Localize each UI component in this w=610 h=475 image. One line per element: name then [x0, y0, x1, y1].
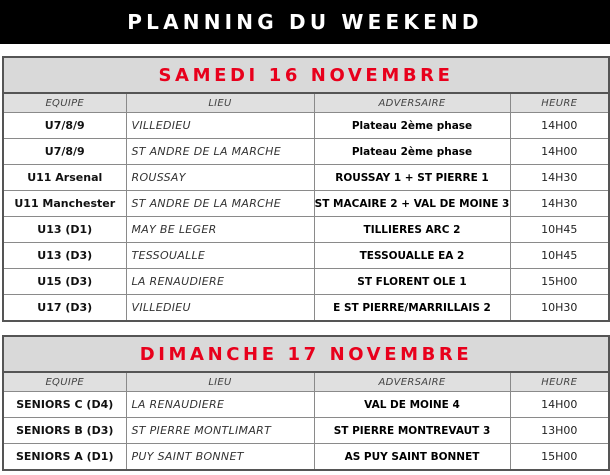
table-row [4, 217, 608, 243]
table-row [4, 392, 608, 418]
saturday-section [2, 56, 610, 322]
opponent-cell: ST PIERRE MONTREVAUT 3 [314, 418, 510, 444]
column-header-adversaire: ADVERSAIRE [314, 94, 510, 113]
column-header-heure: HEURE [510, 94, 608, 113]
column-header-equipe: EQUIPE [4, 94, 126, 113]
sunday-rows [4, 392, 608, 470]
page-title: PLANNING DU WEEKEND [0, 0, 610, 44]
column-header-lieu: LIEU [126, 94, 314, 113]
table-row [4, 269, 608, 295]
team-cell: U15 (D3) [4, 269, 126, 295]
opponent-cell: AS PUY SAINT BONNET [314, 444, 510, 470]
sunday-heading: DIMANCHE 17 NOVEMBRE [4, 337, 608, 373]
table-row [4, 165, 608, 191]
column-header-heure: HEURE [510, 373, 608, 392]
opponent-cell: ST MACAIRE 2 + VAL DE MOINE 3 [314, 191, 510, 217]
sunday-table [4, 373, 608, 469]
place-cell: VILLEDIEU [126, 295, 314, 321]
place-cell: LA RENAUDIERE [126, 392, 314, 418]
column-header-lieu: LIEU [126, 373, 314, 392]
team-cell: U7/8/9 [4, 113, 126, 139]
team-cell: SENIORS C (D4) [4, 392, 126, 418]
table-row [4, 295, 608, 321]
team-cell: U11 Manchester [4, 191, 126, 217]
place-cell: VILLEDIEU [126, 113, 314, 139]
team-cell: U11 Arsenal [4, 165, 126, 191]
column-header-adversaire: ADVERSAIRE [314, 373, 510, 392]
place-cell: LA RENAUDIERE [126, 269, 314, 295]
team-cell: U13 (D3) [4, 243, 126, 269]
saturday-table [4, 94, 608, 320]
time-cell: 15H00 [510, 269, 608, 295]
place-cell: ST ANDRE DE LA MARCHE [126, 139, 314, 165]
opponent-cell: E ST PIERRE/MARRILLAIS 2 [314, 295, 510, 321]
opponent-cell: Plateau 2ème phase [314, 139, 510, 165]
team-cell: U7/8/9 [4, 139, 126, 165]
time-cell: 14H30 [510, 191, 608, 217]
place-cell: ST ANDRE DE LA MARCHE [126, 191, 314, 217]
opponent-cell: ROUSSAY 1 + ST PIERRE 1 [314, 165, 510, 191]
place-cell: MAY BE LEGER [126, 217, 314, 243]
saturday-rows [4, 113, 608, 321]
table-row [4, 418, 608, 444]
opponent-cell: Plateau 2ème phase [314, 113, 510, 139]
table-row [4, 139, 608, 165]
place-cell: PUY SAINT BONNET [126, 444, 314, 470]
place-cell: ROUSSAY [126, 165, 314, 191]
table-row [4, 191, 608, 217]
team-cell: U13 (D1) [4, 217, 126, 243]
sunday-section [2, 335, 610, 471]
opponent-cell: VAL DE MOINE 4 [314, 392, 510, 418]
place-cell: ST PIERRE MONTLIMART [126, 418, 314, 444]
time-cell: 14H00 [510, 113, 608, 139]
time-cell: 14H00 [510, 392, 608, 418]
time-cell: 15H00 [510, 444, 608, 470]
time-cell: 10H45 [510, 217, 608, 243]
saturday-heading: SAMEDI 16 NOVEMBRE [4, 58, 608, 94]
column-header-equipe: EQUIPE [4, 373, 126, 392]
time-cell: 10H45 [510, 243, 608, 269]
table-row [4, 444, 608, 470]
time-cell: 13H00 [510, 418, 608, 444]
table-header-row [4, 373, 608, 392]
team-cell: U17 (D3) [4, 295, 126, 321]
table-row [4, 113, 608, 139]
time-cell: 14H30 [510, 165, 608, 191]
opponent-cell: ST FLORENT OLE 1 [314, 269, 510, 295]
opponent-cell: TILLIERES ARC 2 [314, 217, 510, 243]
time-cell: 14H00 [510, 139, 608, 165]
time-cell: 10H30 [510, 295, 608, 321]
table-header-row [4, 94, 608, 113]
place-cell: TESSOUALLE [126, 243, 314, 269]
team-cell: SENIORS A (D1) [4, 444, 126, 470]
table-row [4, 243, 608, 269]
opponent-cell: TESSOUALLE EA 2 [314, 243, 510, 269]
team-cell: SENIORS B (D3) [4, 418, 126, 444]
